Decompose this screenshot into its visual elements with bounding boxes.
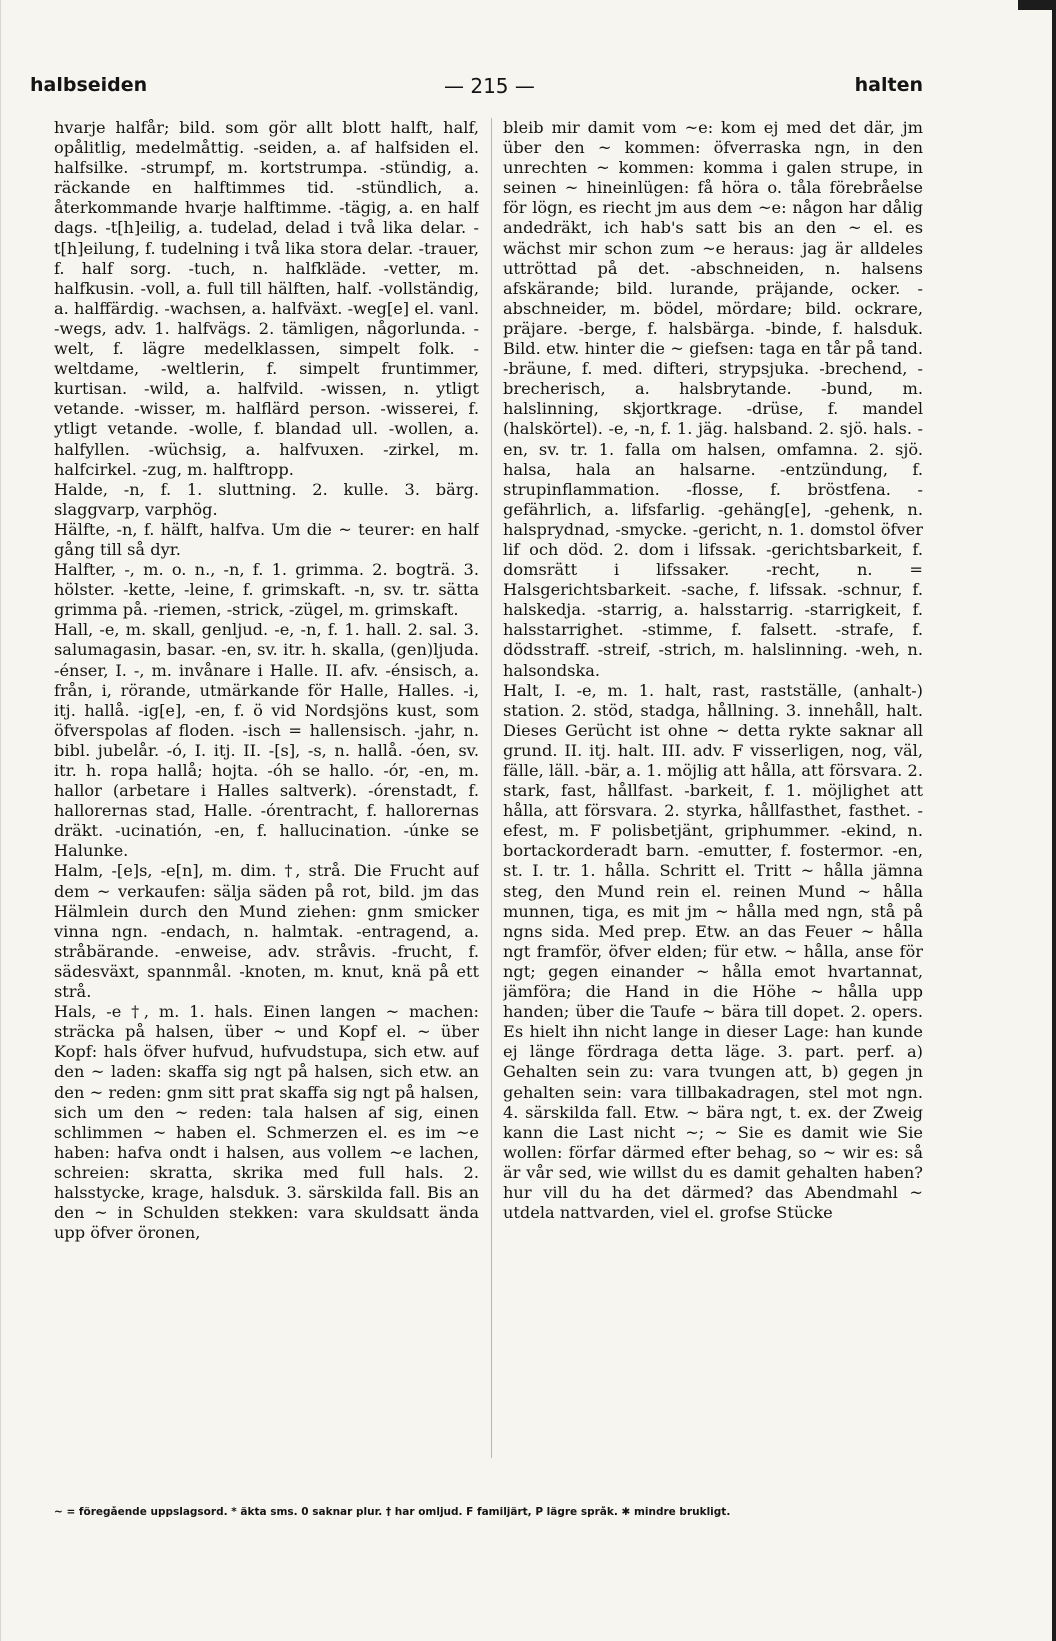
right-running-headword: halten: [854, 74, 923, 96]
page-edge-right: [1052, 0, 1056, 1641]
entry-halfter: Halfter, -, m. o. n., -n, f. 1. grimma. 2. bogträ. 3. hölster. -kette, -leine, f. grimskaft. -n, sv. tr. sätta grimma på. -riemen, -strick, -zügel, m. grimskaft.: [54, 560, 479, 620]
entry-hall: Hall, -e, m. skall, genljud. -e, -n, f. 1. hall. 2. sal. 3. salumagasin, basar. -en, sv. itr. h. skalla, (gen)ljuda. -énser, I. -, m. invånare i Halle. II. afv. -énsisch, a. från, i, rörande, utmärkande för Halle, Halles. -i, itj. hallå. -ig[e], -en, f. ö vid Nordsjöns kust, som öfverspolas af floden. -isch = hallensisch. -jahr, n. bibl. jubelår. -ó, I. itj. II. -[s], -s, n. hallå. -óen, sv. itr. h. ropa hallå; hojta. -óh se hallo. -ór, -en, m. hallor (arbetare i Halles saltverk). -órenstadt, f. hallorernas stad, Halle. -órentracht, f. hallorernas dräkt. -ucinatión, -en, f. hallucination. -únke se Halunke.: [54, 620, 479, 861]
right-column: [503, 118, 923, 1458]
entry-halde: Halde, -n, f. 1. sluttning. 2. kulle. 3. bärg. slaggvarp, varphög.: [54, 479, 479, 519]
page-header: [30, 74, 923, 108]
entry-hals: Hals, -e †, m. 1. hals. Einen langen ~ machen: sträcka på halsen, über ~ und Kopf el. ~ über Kopf: hals öfver hufvud, hufvudstupa, sich etw. auf den ~ laden: skaffa sig ngt på halsen, sich etw. an den ~ reden: gnm sitt prat skaffa sig ngt på halsen, sich um den ~ reden: tala halsen af sig, einen schlimmen ~ haben el. Schmerzen el. es im ~e haben: hafva ondt i halsen, aus vollem ~e lachen, schreien: skratta, skrika med full hals. 2. halsstycke, krage, halsduk. 3. särskilda fall. Bis an den ~ in Schulden stekken: vara skuldsatt ända upp öfver öronen,: [54, 1002, 479, 1243]
entry-halb-continuation: hvarje halfår; bild. som gör allt blott halft, half, opålitlig, medelmåttig. -seiden, a. af halfsiden el. halfsilke. -strumpf, m. kortstrumpa. -stündig, a. räckande en halftimmes tid. -stündlich, a. återkommande hvarje halftimme. -tägig, a. en half dags. -t[h]eilig, a. tudelad, delad i två lika delar. -t[h]eilung, f. tudelning i två lika stora delar. -trauer, f. half sorg. -tuch, n. halfkläde. -vetter, m. halfkusin. -voll, a. full till hälften, half. -vollständig, a. halffärdig. -wachsen, a. halfväxt. -weg[e] el. vanl. -wegs, adv. 1. halfvägs. 2. tämligen, någorlunda. -welt, f. lägre medelklassen, simpelt folk. -weltdame, -weltlerin, f. simpelt fruntimmer, kurtisan. -wild, a. halfvild. -wissen, n. ytligt vetande. -wisser, m. halflärd person. -wisserei, f. ytligt vetande. -wolle, f. blandad ull. -wollen, a. halfyllen. -wüchsig, a. halfvuxen. -zirkel, m. halfcirkel. -zug, m. halftropp.: [54, 118, 479, 479]
entry-hals-continuation: bleib mir damit vom ~e: kom ej med det där, jm über den ~ kommen: öfverraska ngn, in den unrechten ~ kommen: komma i galen strupe, in seinen ~ hineinlügen: få höra o. tåla förebråelse för lögn, es riecht jm aus dem ~e: någon har dålig andedräkt, ich hab's satt bis an den ~ el. es wächst mir schon zum ~e heraus: jag är alldeles uttröttad på det. -abschneiden, n. halsens afskärande; bild. lurande, präjande, ocker. -abschneider, m. bödel, mördare; bild. ockrare, präjare. -berge, f. halsbärga. -binde, f. halsduk. Bild. etw. hinter die ~ giefsen: taga en tår på tand. -bräune, f. med. difteri, strypsjuka. -brechend, -brecherisch, a. halsbrytande. -bund, m. halslinning, skjortkrage. -drüse, f. mandel (halskörtel). -e, -n, f. 1. jäg. halsband. 2. sjö. hals. -en, sv. tr. 1. falla om halsen, omfamna. 2. sjö. halsa, hala an halsarne. -entzündung, f. strupinflammation. -flosse, f. bröstfena. -gefährlich, a. lifsfarlig. -gehäng[e], -gehenk, n. halsprydnad, -smycke. -gericht, n. 1. domstol öfver lif och död. 2. dom i lifssak. -gerichtsbarkeit, f. domsrätt i lifssaker. -recht, n. = Halsgerichtsbarkeit. -sache, f. lifssak. -schnur, f. halskedja. -starrig, a. halsstarrig. -starrigkeit, f. halsstarrighet. -stimme, f. falsett. -strafe, f. dödsstraff. -streif, -strich, m. halslinning. -weh, n. halsondska.: [503, 118, 923, 680]
page-edge-top: [1018, 0, 1056, 10]
column-divider: [491, 118, 492, 1458]
left-column: [54, 118, 479, 1458]
entry-halm: Halm, -[e]s, -e[n], m. dim. †, strå. Die Frucht auf dem ~ verkaufen: sälja säden på rot, bild. jm das Hälmlein durch den Mund ziehen: gnm smicker vinna ngn. -endach, n. halmtak. -entragend, a. stråbärande. -enweise, adv. stråvis. -frucht, f. sädesväxt, spannmål. -knoten, m. knut, knä på ett strå.: [54, 861, 479, 1002]
abbreviation-legend-footer: ~ = föregående uppslagsord. * äkta sms. 0 saknar plur. † har omljud. F familjärt, P lägre språk. ✱ mindre brukligt.: [54, 1506, 731, 1518]
entry-haelfte: Hälfte, -n, f. hälft, halfva. Um die ~ teurer: en half gång till så dyr.: [54, 519, 479, 559]
page-edge-left: [0, 0, 1, 1641]
left-running-headword: halbseiden: [30, 74, 148, 96]
page-number: — 215 —: [444, 74, 535, 98]
entry-halt: Halt, I. -e, m. 1. halt, rast, rastställe, (anhalt-) station. 2. stöd, stadga, hållning. 3. innehåll, halt. Dieses Gerücht ist ohne ~ detta rykte saknar all grund. II. itj. halt. III. adv. F visserligen, nog, väl, fälle, läll. -bär, a. 1. möjlig att hålla, att försvara. 2. stark, fast, hållfast. -barkeit, f. 1. möjlighet att hålla, att försvara. 2. styrka, hållfasthet, fasthet. -efest, m. F polisbetjänt, griphummer. -ekind, n. bortackorderadt barn. -emutter, f. fostermor. -en, st. I. tr. 1. hålla. Schritt el. Tritt ~ hålla jämna steg, den Mund rein el. reinen Mund ~ hålla munnen, tiga, es mit jm ~ hålla med ngn, stå på ngns sida. Med prep. Etw. an das Feuer ~ hålla ngt framför, öfver elden; für etw. ~ hålla, anse för ngt; gegen einander ~ hålla emot hvartannat, jämföra; die Hand in die Höhe ~ hålla upp handen; über die Taufe ~ bära till dopet. 2. opers. Es hielt ihn nicht lange in dieser Lage: han kunde ej länge fördraga detta läge. 3. part. perf. a) Gehalten sein zu: vara tvungen att, b) gegen jn gehalten sein: vara tillbakadragen, stel mot ngn. 4. särskilda fall. Etw. ~ bära ngt, t. ex. der Zweig kann die Last nicht ~; ~ Sie es damit wie Sie wollen: förfar därmed efter behag, so ~ wir es: så är vår sed, wie willst du es damit gehalten haben? hur vill du ha det därmed? das Abendmahl ~ utdela nattvarden, viel el. grofse Stücke: [503, 680, 923, 1223]
